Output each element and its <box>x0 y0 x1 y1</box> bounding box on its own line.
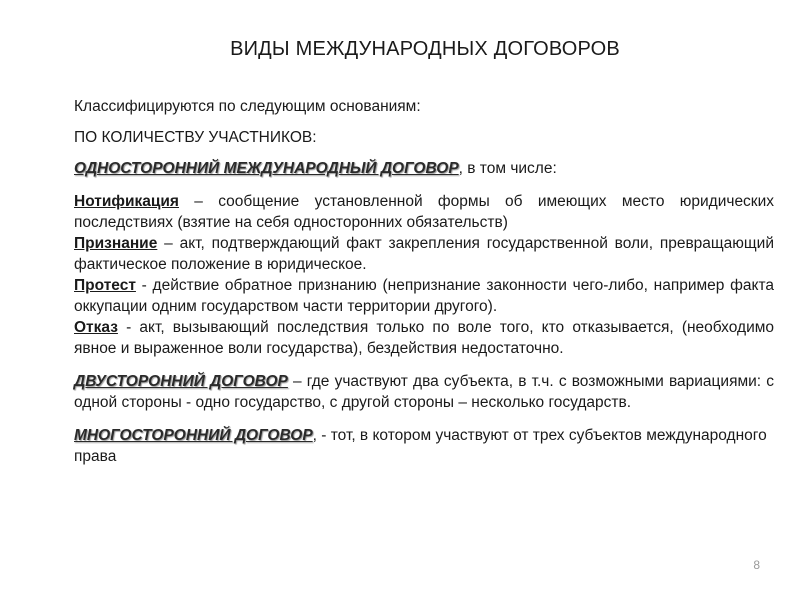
definition-text: – сообщение установленной формы об имеющих место юридических последствиях (взятие на себя односторонних обязательств) <box>74 193 774 231</box>
definition-refusal <box>74 317 774 359</box>
definition-term: Нотификация <box>74 193 179 210</box>
definition-text: – акт, подтверждающий факт закрепления государственной воли, превращающий фактическое положение в юридическое. <box>74 235 774 273</box>
definition-protest <box>74 275 774 317</box>
page-number: 8 <box>753 558 760 572</box>
definition-text: - акт, вызывающий последствия только по воле того, кто отказывается, (необходимо явное и выраженное воли государства), бездействия недостаточно. <box>74 319 774 357</box>
slide-content <box>74 96 774 467</box>
multilateral-term: МНОГОСТОРОННИЙ ДОГОВОР <box>74 427 313 444</box>
slide-title: ВИДЫ МЕЖДУНАРОДНЫХ ДОГОВОРОВ <box>230 38 620 60</box>
definition-term: Отказ <box>74 319 118 336</box>
definition-text: - действие обратное признанию (непризнание законности чего-либо, например факта оккупации одним государством части территории другого). <box>74 277 774 315</box>
definition-term: Протест <box>74 277 136 294</box>
unilateral-paragraph <box>74 158 774 179</box>
definition-notification <box>74 191 774 233</box>
multilateral-paragraph <box>74 425 774 467</box>
definition-term: Признание <box>74 235 158 252</box>
unilateral-suffix: , в том числе: <box>458 160 557 177</box>
bilateral-term: ДВУСТОРОННИЙ ДОГОВОР <box>74 373 288 390</box>
multilateral-text: , - тот, в котором участвуют от трех субъектов международного права <box>74 427 767 465</box>
bilateral-paragraph <box>74 371 774 413</box>
unilateral-term: ОДНОСТОРОННИЙ МЕЖДУНАРОДНЫЙ ДОГОВОР <box>74 160 459 177</box>
section-heading: ПО КОЛИЧЕСТВУ УЧАСТНИКОВ: <box>74 129 317 146</box>
bilateral-text: – где участвуют два субъекта, в т.ч. с возможными вариациями: с одной стороны - одно государство, с другой стороны – несколько государств. <box>74 373 774 411</box>
intro-text: Классифицируются по следующим основаниям: <box>74 98 421 115</box>
definition-recognition <box>74 233 774 275</box>
